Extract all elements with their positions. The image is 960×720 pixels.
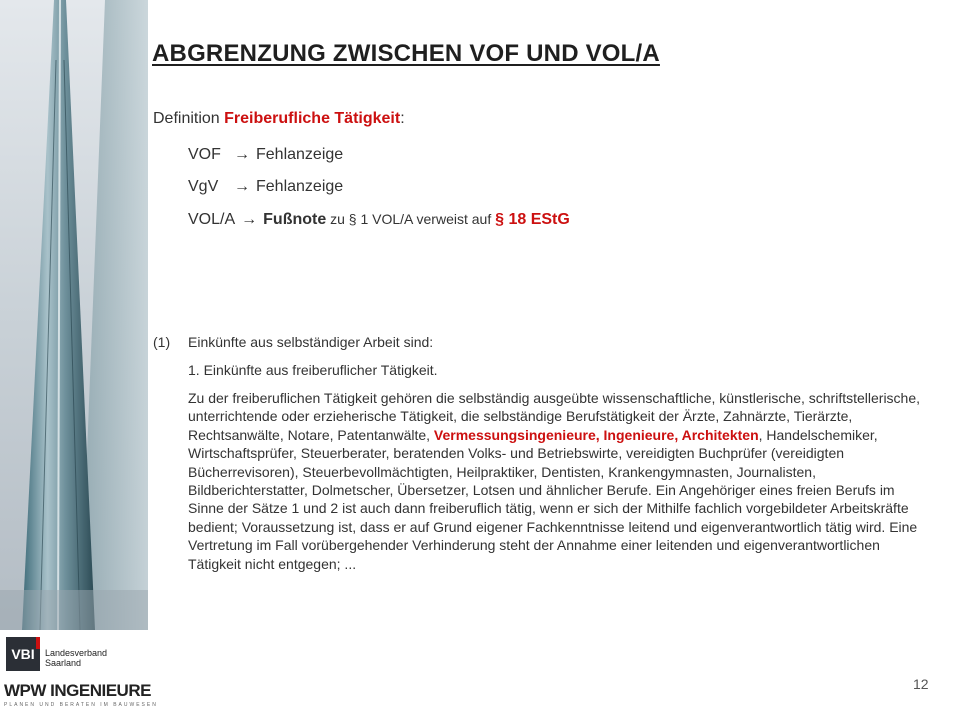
vola-reference: § 18 EStG — [495, 211, 570, 228]
law-item-text: Einkünfte aus selbständiger Arbeit sind: — [188, 334, 434, 350]
vola-footnote: Fußnote — [263, 211, 327, 228]
law-item — [153, 334, 433, 350]
law-subitem-text: Einkünfte aus freiberuflicher Tätigkeit. — [203, 362, 438, 378]
definition-suffix: : — [400, 110, 405, 127]
para-highlight: Vermessungsingenieure, Ingenieure, Architekten — [433, 426, 759, 443]
para-after: , Handelschemiker, Wirtschaftsprüfer, Steuerberater, beratenden Volks- und Betriebswirte, vereidigten Buchprüfer (vereidigten Bücherrevisoren), Steuerbevollmächtigten, Heilpraktiker, Dentisten, Krankengymnasten, Journalisten, Bildberichterstatter, Dolmetscher, Übersetzer, Lotsen und ähnlicher Berufe. Ein Angehöriger eines freien Berufs im Sinne der Sätze 1 und 2 ist auch dann freiberuflich tätig, wenn er sich der Mithilfe fachlich vorgebildeter Arbeitskräfte bedient; Voraussetzung ist, dass er auf Grund eigener Fachkenntnisse leitend und eigenverantwortlich tätig wird. Eine Vertretung im Fall vorübergehender Verhinderung steht der Annahme einer leitenden und eigenverantwortlichen Tätigkeit nicht entgegen; ... — [188, 426, 918, 572]
vgv-line — [188, 178, 343, 196]
para-before: Zu der freiberuflichen Tätigkeit gehören die selbständig ausgeübte wissenschaftliche, künstlerische, schriftstellerische, unterrichtende oder erzieherische Tätigkeit, die selbständige Berufstätigkeit der Ärzte, Zahnärzte, Tierärzte, Rechtsanwälte, Notare, Patentanwälte, — [188, 390, 921, 443]
vbi-logo-accent — [36, 637, 40, 649]
landesverband-line1: Landesverband — [45, 648, 108, 658]
vola-line — [188, 211, 570, 229]
skyscraper-image — [0, 0, 148, 630]
definition-line — [153, 110, 405, 128]
vof-text: Fehlanzeige — [256, 146, 344, 163]
landesverband-line2: Saarland — [45, 658, 82, 668]
definition-prefix: Definition — [153, 110, 225, 127]
wpw-tagline: PLANEN UND BERATEN IM BAUWESEN — [4, 702, 158, 708]
arrow-icon: → — [234, 178, 250, 195]
skyscraper-illustration — [0, 0, 148, 630]
vola-middle-text: zu § 1 VOL/A verweist auf — [326, 211, 496, 227]
vbi-logo: VBI — [6, 637, 40, 671]
arrow-icon: → — [234, 146, 250, 163]
page-number: 12 — [913, 676, 929, 692]
landesverband-label — [45, 648, 107, 668]
vof-line — [188, 146, 343, 164]
law-subitem — [188, 362, 438, 378]
vgv-label: VgV — [188, 178, 219, 195]
wpw-logo: WPW INGENIEURE — [4, 681, 151, 700]
definition-highlight: Freiberufliche Tätigkeit — [224, 110, 401, 127]
vof-label: VOF — [188, 146, 221, 163]
law-paragraph — [188, 389, 928, 573]
page-title: ABGRENZUNG ZWISCHEN VOF UND VOL/A — [152, 40, 660, 67]
vgv-text: Fehlanzeige — [256, 178, 344, 195]
law-item-number: (1) — [153, 334, 171, 350]
vola-label: VOL/A — [188, 211, 236, 228]
law-subitem-number: 1. — [188, 362, 200, 378]
arrow-icon: → — [241, 211, 258, 228]
